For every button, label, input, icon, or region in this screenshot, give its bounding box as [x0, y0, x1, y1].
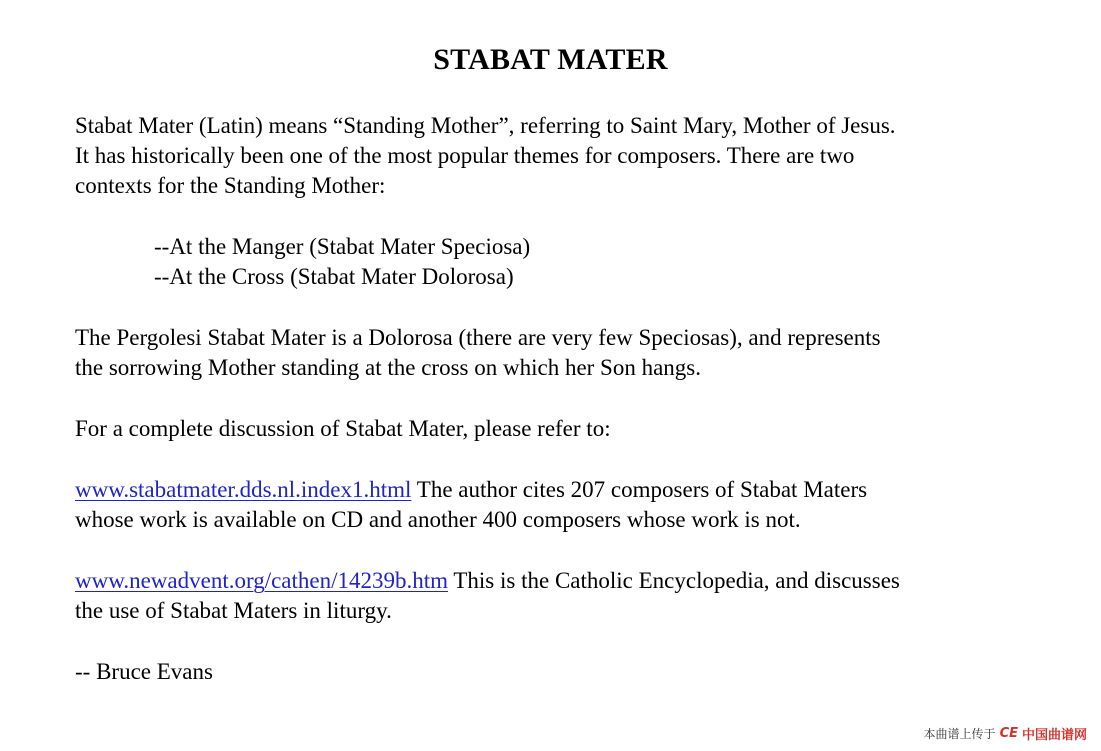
reference-2-line-2: the use of Stabat Maters in liturgy.	[75, 598, 392, 623]
reference-1-text: The author cites 207 composers of Stabat Maters	[411, 477, 868, 502]
intro-line-3: contexts for the Standing Mother:	[75, 173, 386, 198]
context-manger: --At the Manger (Stabat Mater Speciosa)	[154, 234, 531, 259]
reference-2-text: This is the Catholic Encyclopedia, and discusses	[448, 568, 900, 593]
refer-line: For a complete discussion of Stabat Mater, please refer to:	[75, 416, 611, 441]
signature: -- Bruce Evans	[75, 659, 213, 684]
page-title: STABAT MATER	[433, 43, 668, 76]
intro-line-2: It has historically been one of the most popular themes for composers. There are two	[75, 143, 855, 168]
site-watermark	[924, 724, 1087, 743]
watermark-logo-text: 中国曲谱网	[1021, 728, 1087, 743]
reference-1	[75, 475, 867, 505]
watermark-logo-icon: CE	[999, 726, 1018, 741]
newadvent-link[interactable]: www.newadvent.org/cathen/14239b.htm	[75, 568, 449, 593]
reference-1-line-2: whose work is available on CD and another 400 composers whose work is not.	[75, 507, 801, 532]
intro-line-1: Stabat Mater (Latin) means “Standing Mother”, referring to Saint Mary, Mother of Jesus.	[75, 113, 896, 138]
stabatmater-link[interactable]: www.stabatmater.dds.nl.index1.html	[75, 477, 412, 502]
pergolesi-line-2: the sorrowing Mother standing at the cross on which her Son hangs.	[75, 355, 702, 380]
pergolesi-line-1: The Pergolesi Stabat Mater is a Dolorosa (there are very few Speciosas), and represents	[75, 325, 881, 350]
watermark-prefix: 本曲谱上传于	[923, 727, 996, 741]
reference-2	[75, 566, 900, 596]
context-cross: --At the Cross (Stabat Mater Dolorosa)	[154, 264, 514, 289]
